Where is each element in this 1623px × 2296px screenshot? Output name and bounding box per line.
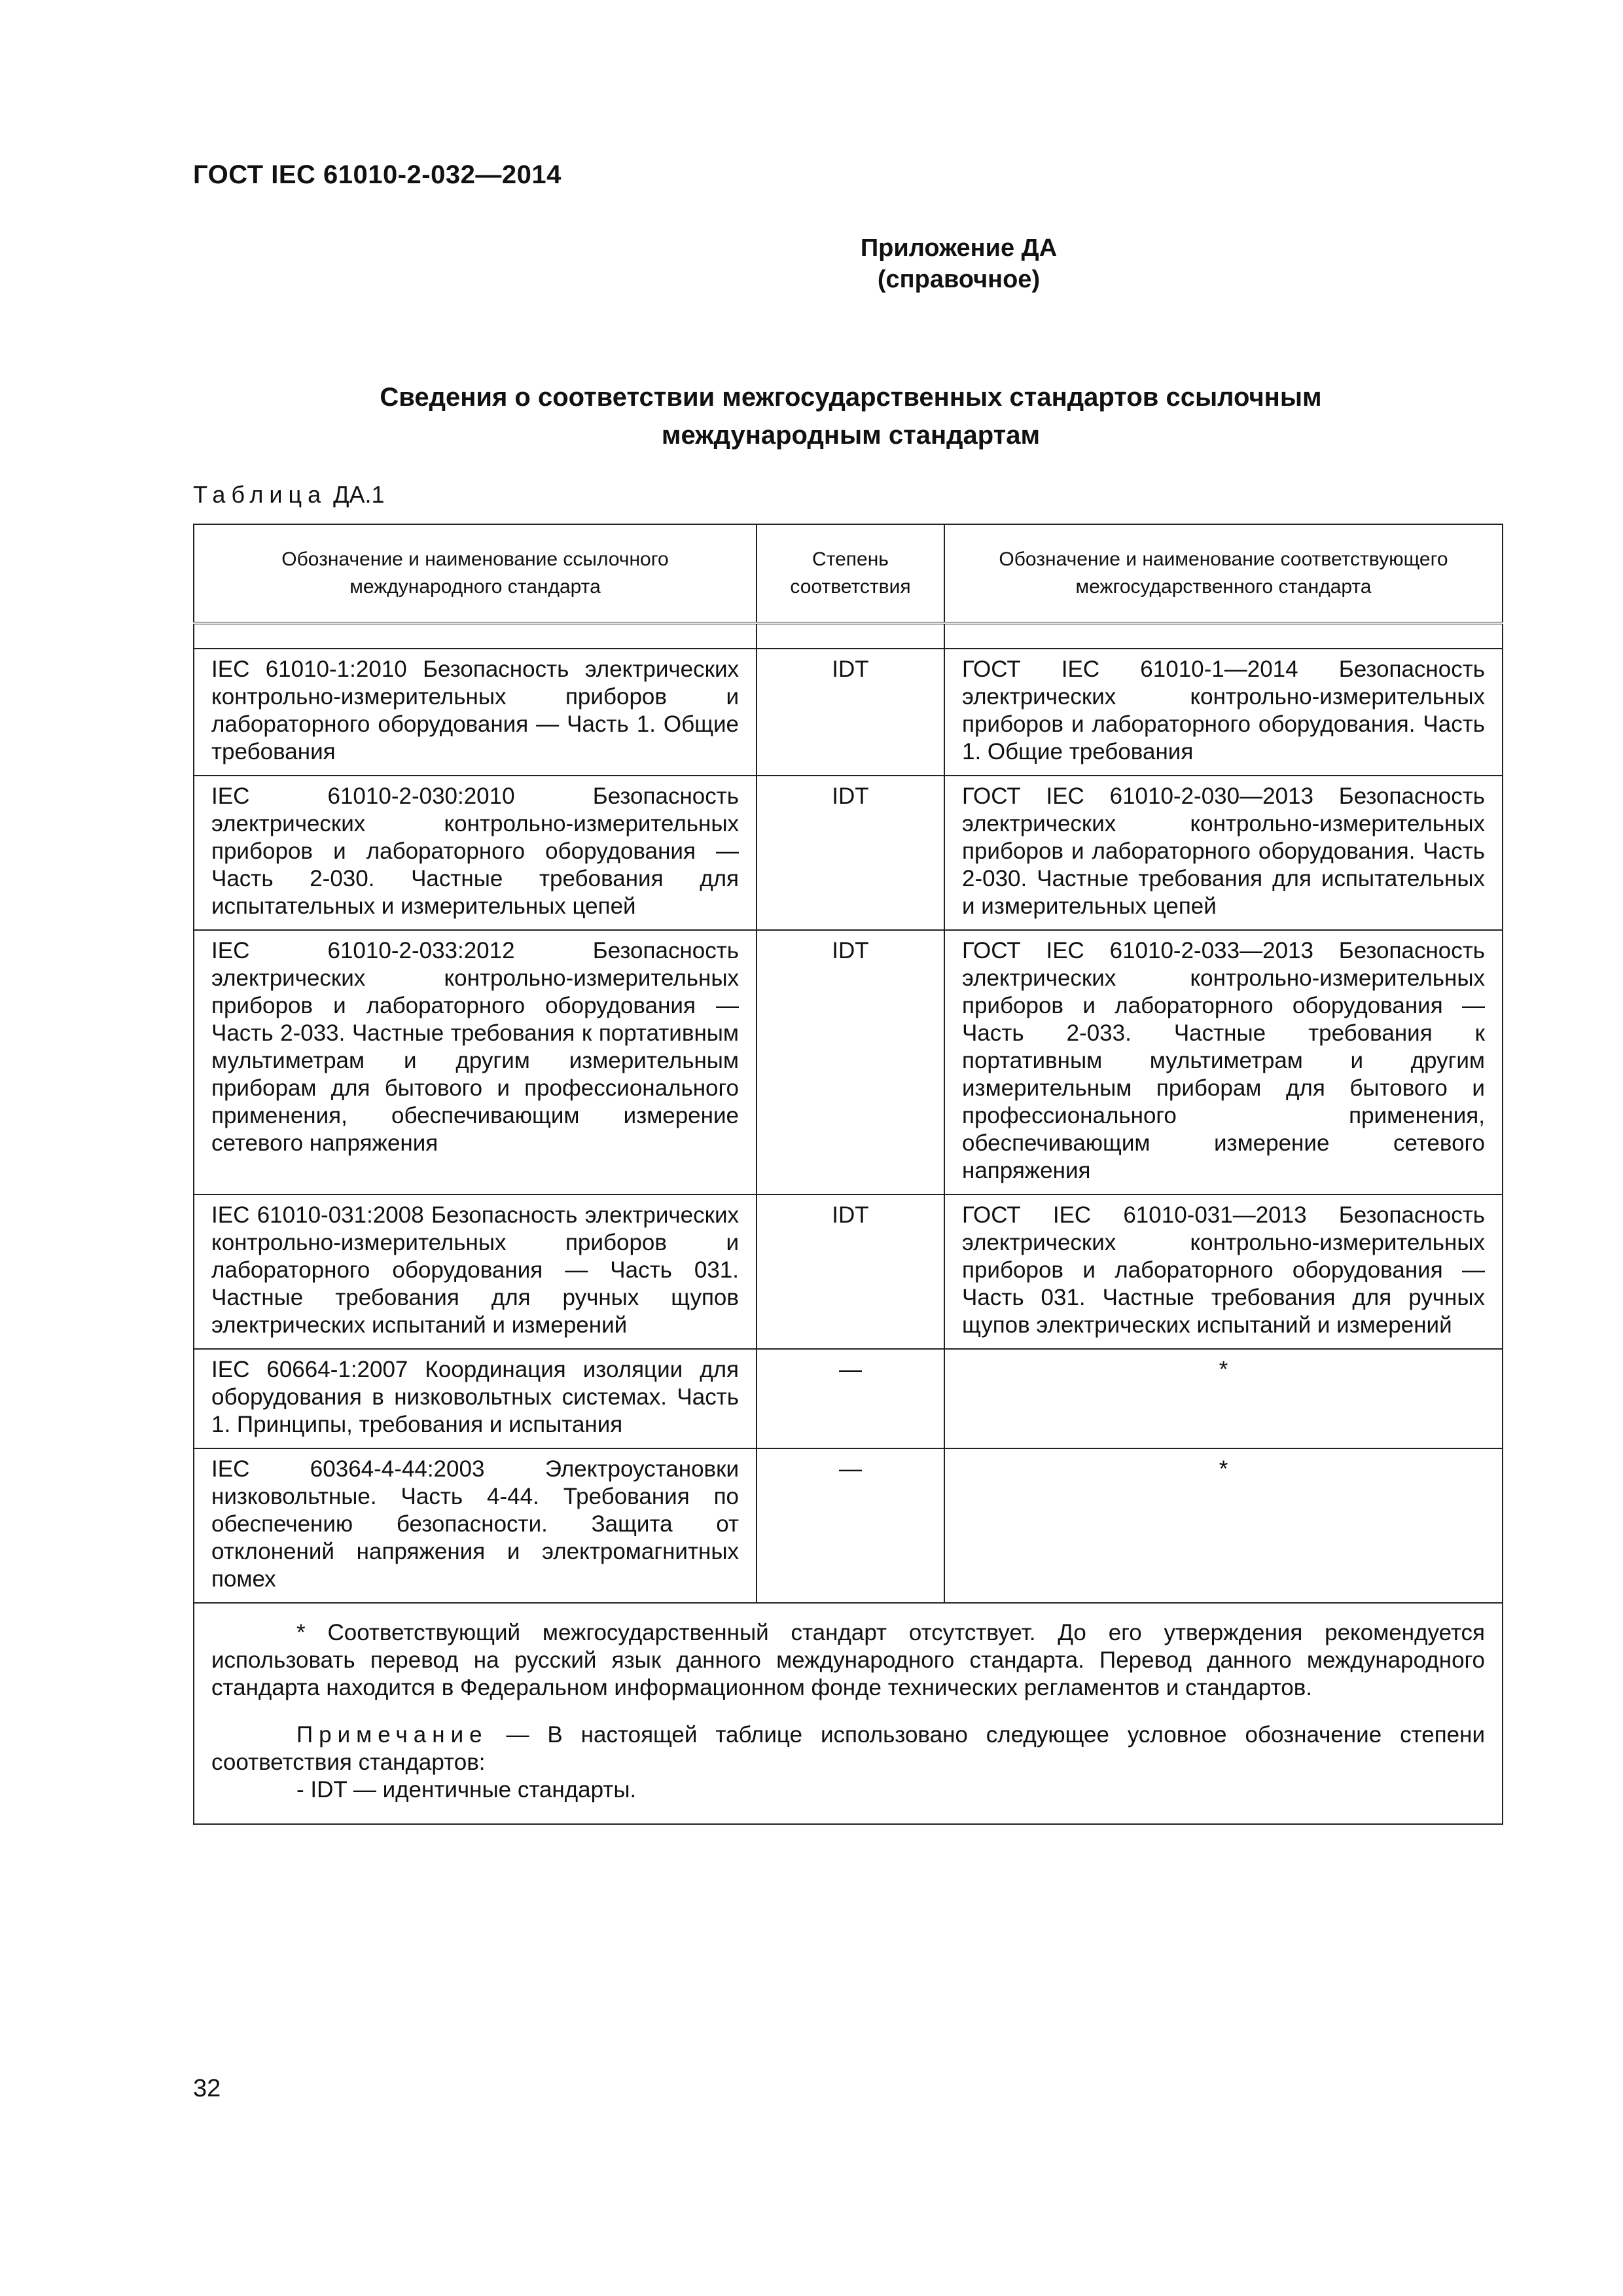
section-heading bbox=[196, 378, 1505, 454]
document-header: ГОСТ IEC 61010-2-032—2014 bbox=[193, 160, 562, 189]
cell-international: IEC 61010-1:2010 Безопасность электрических контрольно-измерительных приборов и лабораторного оборудования — Часть 1. Общие требования bbox=[194, 649, 757, 776]
appendix-title: Приложение ДА bbox=[860, 234, 1058, 262]
cell-international: IEC 60664-1:2007 Координация изоляции для оборудования в низковольтных системах. Часть 1. Принципы, требования и испытания bbox=[194, 1349, 757, 1448]
table-label-number: ДА.1 bbox=[327, 481, 385, 508]
cell-international: IEC 61010-031:2008 Безопасность электрических контрольно-измерительных приборов и лабораторного оборудования — Часть 031. Частные требования для ручных щупов электрических испытаний и измерений bbox=[194, 1194, 757, 1349]
cell-interstate: ГОСТ IEC 61010-2-030—2013 Безопасность электрических контрольно-измерительных приборов и лабораторного оборудования. Часть 2-030. Частные требования для испытательных и измерительных цепей bbox=[944, 776, 1503, 930]
cell-degree: IDT bbox=[757, 776, 944, 930]
cell-interstate: ГОСТ IEC 61010-2-033—2013 Безопасность электрических контрольно-измерительных приборов и лабораторного оборудования — Часть 2-033. Частные требования к портативным мультиметрам и другим измерительным приборам для бытового и профессионального применения, обеспечивающим измерение сетевого напряжения bbox=[944, 930, 1503, 1194]
correspondence-table bbox=[193, 524, 1503, 1825]
cell-international: IEC 61010-2-033:2012 Безопасность электрических контрольно-измерительных приборов и лабораторного оборудования — Часть 2-033. Частные требования к портативным мультиметрам и другим измерительным приборам для бытового и профессионального применения, обеспечивающим измерение сетевого напряжения bbox=[194, 930, 757, 1194]
table-row bbox=[194, 1194, 1503, 1349]
header-degree: Степень соответствия bbox=[757, 524, 944, 623]
cell-interstate: ГОСТ IEC 61010-1—2014 Безопасность электрических контрольно-измерительных приборов и лабораторного оборудования. Часть 1. Общие требования bbox=[944, 649, 1503, 776]
table-row bbox=[194, 1349, 1503, 1448]
cell-interstate: ГОСТ IEC 61010-031—2013 Безопасность электрических контрольно-измерительных приборов и лабораторного оборудования — Часть 031. Частные требования для ручных щупов электрических испытаний и измерений bbox=[944, 1194, 1503, 1349]
cell-degree: — bbox=[757, 1448, 944, 1603]
page-number: 32 bbox=[193, 2075, 221, 2102]
cell-interstate: * bbox=[944, 1448, 1503, 1603]
appendix-subtitle: (справочное) bbox=[877, 266, 1041, 293]
cell-degree: IDT bbox=[757, 1194, 944, 1349]
cell-degree: IDT bbox=[757, 649, 944, 776]
cell-international: IEC 60364-4-44:2003 Электроустановки низковольтные. Часть 4-44. Требования по обеспечению безопасности. Защита от отклонений напряжения и электромагнитных помех bbox=[194, 1448, 757, 1603]
table-notes-cell bbox=[194, 1603, 1503, 1824]
appendix-block bbox=[0, 232, 1623, 295]
cell-degree: — bbox=[757, 1349, 944, 1448]
note-text: — В настоящей таблице использовано следующее условное обозначение степени соответствия стандартов: bbox=[211, 1722, 1485, 1775]
header-separator bbox=[194, 623, 1503, 649]
cell-interstate: * bbox=[944, 1349, 1503, 1448]
note-label: Примечание bbox=[296, 1722, 488, 1748]
table-header-row bbox=[194, 524, 1503, 623]
table-row bbox=[194, 930, 1503, 1194]
table-row bbox=[194, 776, 1503, 930]
footnote: * Соответствующий межгосударственный стандарт отсутствует. До его утверждения рекомендуется использовать перевод на русский язык данного международного стандарта. Перевод данного международного стандарта находится в Федеральном информационном фонде технических регламентов и стандартов. bbox=[211, 1620, 1485, 1700]
cell-international: IEC 61010-2-030:2010 Безопасность электрических контрольно-измерительных приборов и лабораторного оборудования — Часть 2-030. Частные требования для испытательных и измерительных цепей bbox=[194, 776, 757, 930]
cell-degree: IDT bbox=[757, 930, 944, 1194]
table-label-word: Таблица bbox=[193, 481, 327, 508]
header-international-standard: Обозначение и наименование ссылочного международного стандарта bbox=[194, 524, 757, 623]
section-heading-line-1: Сведения о соответствии межгосударственных стандартов ссылочным bbox=[380, 383, 1322, 412]
table-row bbox=[194, 1448, 1503, 1603]
note bbox=[211, 1721, 1485, 1776]
note-list-item: - IDT — идентичные стандарты. bbox=[296, 1777, 637, 1803]
table-label bbox=[193, 481, 385, 509]
header-interstate-standard: Обозначение и наименование соответствующего межгосударственного стандарта bbox=[944, 524, 1503, 623]
section-heading-line-2: международным стандартам bbox=[661, 421, 1041, 450]
table-row bbox=[194, 649, 1503, 776]
table-notes-row bbox=[194, 1603, 1503, 1824]
